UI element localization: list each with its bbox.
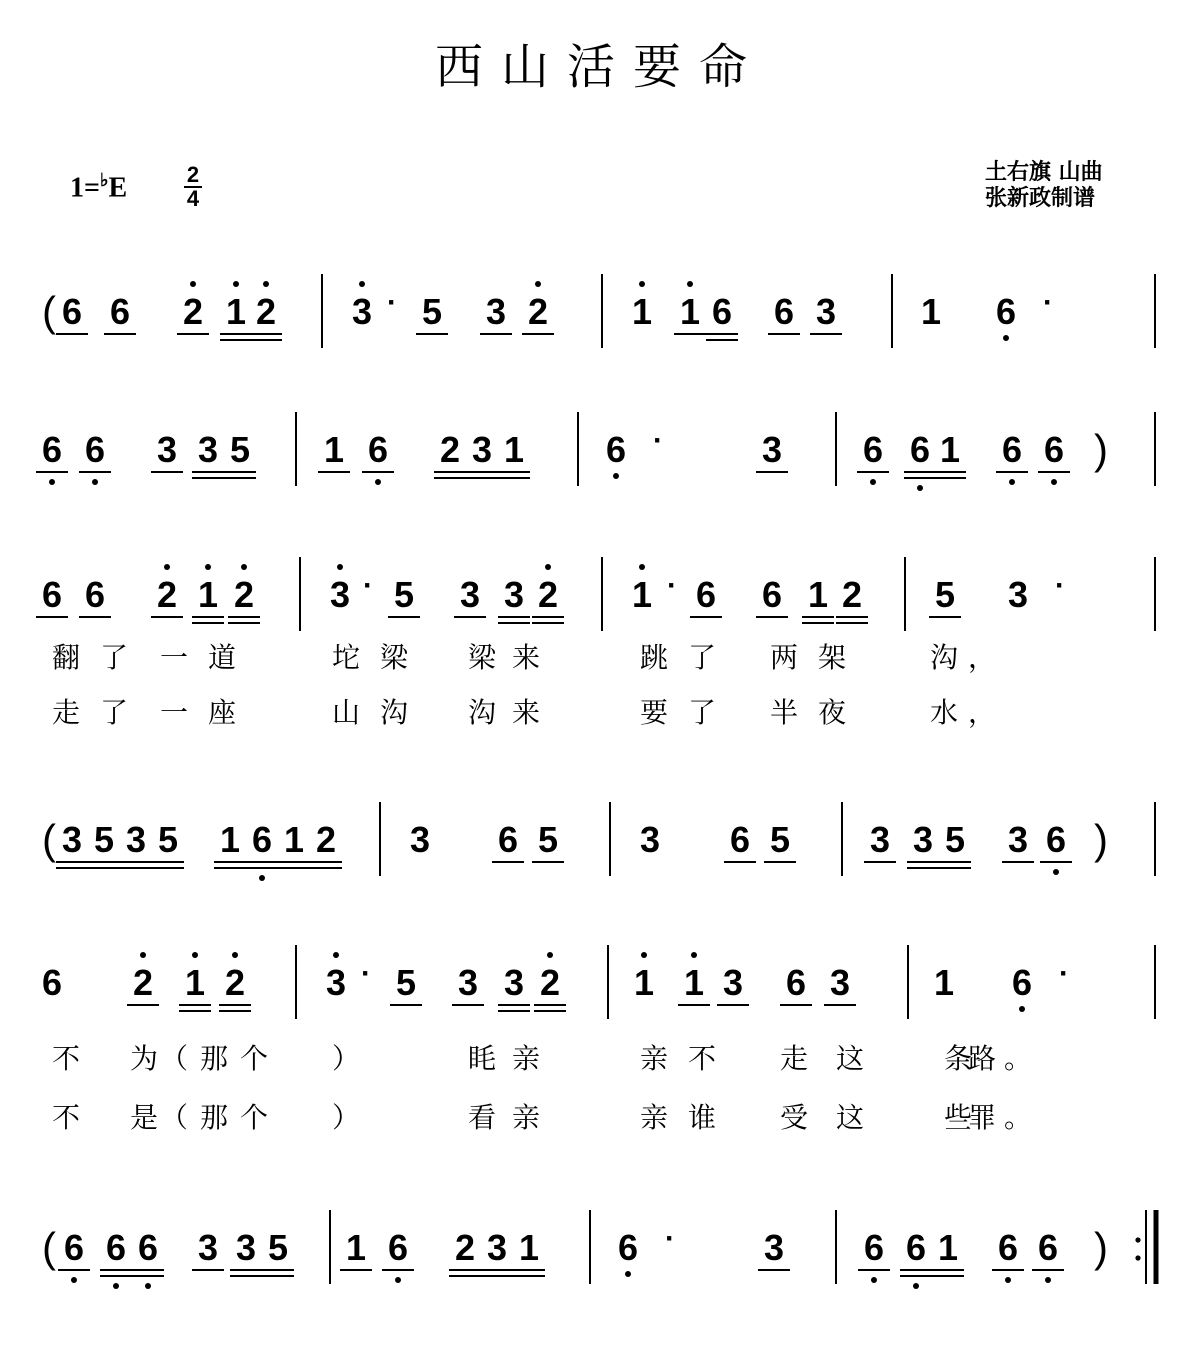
- note: 3: [409, 819, 431, 860]
- note: 6: [863, 1227, 885, 1268]
- open-paren: (: [42, 288, 56, 335]
- lyric-char: 走: [52, 696, 81, 729]
- note: 3: [459, 574, 481, 615]
- octave-up-dot: [337, 564, 343, 570]
- octave-down-dot: [1003, 335, 1009, 341]
- lyric-char: 沟: [930, 641, 959, 674]
- lyric-char: ）: [332, 1101, 361, 1134]
- lyric-char: 一: [160, 641, 189, 674]
- note: 6: [1001, 429, 1023, 470]
- note: 2: [537, 574, 559, 615]
- dot-extension: ·: [363, 569, 373, 602]
- note: 1: [345, 1227, 367, 1268]
- note: 3: [325, 962, 347, 1003]
- lyric-char: 走: [780, 1042, 809, 1075]
- note: 5: [393, 574, 415, 615]
- note: 5: [229, 429, 251, 470]
- note: 3: [912, 819, 934, 860]
- note: 6: [605, 429, 627, 470]
- lyric-char: 一: [160, 696, 189, 729]
- lyric-char: 两: [770, 641, 799, 674]
- note: 6: [997, 1227, 1019, 1268]
- note: 1: [184, 962, 206, 1003]
- octave-down-dot: [113, 1283, 119, 1289]
- note: 6: [1043, 429, 1065, 470]
- octave-up-dot: [241, 564, 247, 570]
- note: 6: [729, 819, 751, 860]
- note: 3: [329, 574, 351, 615]
- octave-down-dot: [49, 479, 55, 485]
- note: 1: [807, 574, 829, 615]
- dot-extension: ·: [1043, 286, 1053, 319]
- time-top: 2: [186, 162, 200, 187]
- note: 3: [235, 1227, 257, 1268]
- note: 3: [815, 291, 837, 332]
- note: 1: [323, 429, 345, 470]
- octave-down-dot: [870, 479, 876, 485]
- note: 1: [518, 1227, 540, 1268]
- note: 3: [485, 291, 507, 332]
- octave-down-dot: [625, 1271, 631, 1277]
- note: 3: [471, 429, 493, 470]
- note: 6: [1045, 819, 1067, 860]
- lyric-char: 路: [968, 1042, 997, 1075]
- lyric-char: 沟: [380, 696, 409, 729]
- flat-sign: ♭: [99, 170, 109, 190]
- note: 5: [267, 1227, 289, 1268]
- note: 2: [255, 291, 277, 332]
- lyric-char: 个: [240, 1042, 269, 1075]
- note: 2: [156, 574, 178, 615]
- octave-down-dot: [71, 1277, 77, 1283]
- lyric-char: ，: [968, 641, 997, 674]
- octave-up-dot: [190, 281, 196, 287]
- song-title: 西山活要命: [434, 39, 765, 95]
- note: 5: [934, 574, 956, 615]
- lyric-char: 梁: [380, 641, 409, 674]
- note: 5: [769, 819, 791, 860]
- octave-up-dot: [535, 281, 541, 287]
- note: 6: [995, 291, 1017, 332]
- note: 2: [224, 962, 246, 1003]
- note: 3: [197, 1227, 219, 1268]
- lyric-char: 道: [208, 641, 237, 674]
- note: 1: [933, 962, 955, 1003]
- note: 6: [862, 429, 884, 470]
- note: 1: [631, 291, 653, 332]
- lyric-char: 跳: [640, 641, 669, 674]
- lyric-char: 坨: [332, 641, 361, 674]
- note: 3: [156, 429, 178, 470]
- lyric-char: 罪: [968, 1101, 997, 1134]
- note: 5: [421, 291, 443, 332]
- lyric-char: 水: [930, 696, 959, 729]
- lyric-char: 要: [640, 696, 669, 729]
- open-paren: (: [42, 1224, 56, 1271]
- lyric-char: 些: [944, 1101, 973, 1134]
- note: 5: [395, 962, 417, 1003]
- key-note: E: [108, 172, 128, 204]
- octave-down-dot: [1005, 1277, 1011, 1283]
- octave-up-dot: [164, 564, 170, 570]
- note: 6: [905, 1227, 927, 1268]
- key-prefix: 1=: [70, 172, 100, 204]
- octave-up-dot: [333, 952, 339, 958]
- octave-down-dot: [1009, 479, 1015, 485]
- octave-down-dot: [92, 479, 98, 485]
- lyric-char: 谁: [688, 1101, 717, 1134]
- lyric-char: 了: [100, 641, 129, 674]
- note: 3: [1007, 574, 1029, 615]
- octave-up-dot: [639, 564, 645, 570]
- octave-up-dot: [641, 952, 647, 958]
- lyric-char: 架: [818, 641, 847, 674]
- lyric-char: 沟: [468, 696, 497, 729]
- lyric-char: 了: [688, 696, 717, 729]
- lyric-char: 亲: [640, 1101, 669, 1134]
- lyric-char: （: [160, 1101, 189, 1134]
- lyric-char: 来: [512, 696, 541, 729]
- note: 1: [937, 1227, 959, 1268]
- note: 3: [639, 819, 661, 860]
- lyric-char: 不: [52, 1042, 81, 1075]
- lyric-char: 看: [468, 1101, 497, 1134]
- octave-down-dot: [1051, 479, 1057, 485]
- note: 1: [920, 291, 942, 332]
- note: 3: [722, 962, 744, 1003]
- lyric-char: 。: [1004, 1101, 1033, 1134]
- note: 5: [944, 819, 966, 860]
- lyric-char: 来: [512, 641, 541, 674]
- lyric-char: ）: [332, 1042, 361, 1075]
- note: 3: [763, 1227, 785, 1268]
- note: 6: [909, 429, 931, 470]
- lyric-char: 山: [332, 696, 361, 729]
- octave-up-dot: [691, 952, 697, 958]
- lyric-char: （: [160, 1042, 189, 1075]
- time-bottom: 4: [186, 186, 200, 211]
- note: 6: [41, 429, 63, 470]
- note: 5: [157, 819, 179, 860]
- note: 3: [829, 962, 851, 1003]
- note: 6: [41, 574, 63, 615]
- octave-up-dot: [545, 564, 551, 570]
- octave-up-dot: [263, 281, 269, 287]
- note: 6: [109, 291, 131, 332]
- lyric-char: 。: [1004, 1042, 1033, 1075]
- note: 1: [503, 429, 525, 470]
- note: 6: [63, 1227, 85, 1268]
- open-paren: (: [42, 816, 56, 863]
- note: 6: [1037, 1227, 1059, 1268]
- note: 3: [503, 574, 525, 615]
- octave-down-dot: [913, 1283, 919, 1289]
- lyric-char: 翻: [52, 641, 81, 674]
- lyric-char: 不: [688, 1042, 717, 1075]
- close-paren: ): [1094, 1224, 1108, 1271]
- lyric-char: 条: [944, 1042, 973, 1075]
- lyric-char: 半: [770, 696, 799, 729]
- octave-down-dot: [1019, 1006, 1025, 1012]
- note: 2: [454, 1227, 476, 1268]
- lyric-char: 不: [52, 1101, 81, 1134]
- octave-down-dot: [395, 1277, 401, 1283]
- octave-up-dot: [547, 952, 553, 958]
- octave-down-dot: [871, 1277, 877, 1283]
- close-paren: ): [1094, 816, 1108, 863]
- dot-extension: ·: [1059, 957, 1069, 990]
- note: 3: [197, 429, 219, 470]
- octave-up-dot: [205, 564, 211, 570]
- note: 3: [457, 962, 479, 1003]
- note: 6: [1011, 962, 1033, 1003]
- lyric-char: 为: [130, 1042, 159, 1075]
- octave-down-dot: [917, 485, 923, 491]
- note: 6: [617, 1227, 639, 1268]
- note: 2: [132, 962, 154, 1003]
- lyric-char: 了: [100, 696, 129, 729]
- octave-up-dot: [359, 281, 365, 287]
- octave-down-dot: [375, 479, 381, 485]
- note: 1: [939, 429, 961, 470]
- repeat-dot: [1135, 1255, 1140, 1260]
- note: 2: [527, 291, 549, 332]
- dot-extension: ·: [653, 424, 663, 457]
- note: 6: [41, 962, 63, 1003]
- note: 6: [387, 1227, 409, 1268]
- octave-down-dot: [145, 1283, 151, 1289]
- lyric-char: 了: [688, 641, 717, 674]
- credit-arranger: 张新政制谱: [985, 186, 1096, 211]
- dot-extension: ·: [665, 1222, 675, 1255]
- note: 2: [439, 429, 461, 470]
- note: 3: [61, 819, 83, 860]
- close-paren: ): [1094, 426, 1108, 473]
- octave-down-dot: [259, 875, 265, 881]
- note: 3: [351, 291, 373, 332]
- note: 1: [197, 574, 219, 615]
- octave-down-dot: [1045, 1277, 1051, 1283]
- lyric-char: 座: [208, 696, 237, 729]
- dot-extension: ·: [1055, 569, 1065, 602]
- note: 6: [773, 291, 795, 332]
- note: 2: [182, 291, 204, 332]
- lyric-char: 受: [780, 1101, 809, 1134]
- note: 6: [761, 574, 783, 615]
- octave-up-dot: [140, 952, 146, 958]
- note: 1: [633, 962, 655, 1003]
- octave-up-dot: [687, 281, 693, 287]
- note: 3: [125, 819, 147, 860]
- dot-extension: ·: [667, 569, 677, 602]
- note: 6: [251, 819, 273, 860]
- octave-up-dot: [639, 281, 645, 287]
- note: 1: [631, 574, 653, 615]
- lyric-char: 是: [130, 1101, 159, 1134]
- note: 5: [93, 819, 115, 860]
- note: 2: [539, 962, 561, 1003]
- lyric-char: 眊: [468, 1042, 497, 1075]
- credit-origin: 土右旗 山曲: [985, 160, 1103, 185]
- note: 1: [683, 962, 705, 1003]
- octave-up-dot: [192, 952, 198, 958]
- note: 3: [503, 962, 525, 1003]
- note: 6: [695, 574, 717, 615]
- octave-down-dot: [1053, 869, 1059, 875]
- octave-up-dot: [232, 952, 238, 958]
- lyric-char: ，: [968, 696, 997, 729]
- lyric-char: 那: [200, 1042, 229, 1075]
- lyric-char: 亲: [512, 1042, 541, 1075]
- octave-down-dot: [613, 473, 619, 479]
- note: 2: [315, 819, 337, 860]
- dot-extension: ·: [387, 286, 397, 319]
- note: 3: [869, 819, 891, 860]
- note: 3: [761, 429, 783, 470]
- note: 6: [497, 819, 519, 860]
- note: 1: [219, 819, 241, 860]
- lyric-char: 个: [240, 1101, 269, 1134]
- dot-extension: ·: [361, 957, 371, 990]
- note: 6: [105, 1227, 127, 1268]
- repeat-dot: [1135, 1237, 1140, 1242]
- note: 6: [84, 574, 106, 615]
- note: 6: [711, 291, 733, 332]
- lyric-char: 这: [836, 1042, 865, 1075]
- octave-up-dot: [233, 281, 239, 287]
- note: 6: [367, 429, 389, 470]
- note: 6: [61, 291, 83, 332]
- note: 6: [84, 429, 106, 470]
- lyric-char: 亲: [512, 1101, 541, 1134]
- note: 3: [1007, 819, 1029, 860]
- note: 2: [233, 574, 255, 615]
- note: 6: [785, 962, 807, 1003]
- lyric-char: 夜: [818, 696, 847, 729]
- note: 2: [841, 574, 863, 615]
- lyric-char: 梁: [468, 641, 497, 674]
- note: 6: [137, 1227, 159, 1268]
- note: 3: [486, 1227, 508, 1268]
- lyric-char: 那: [200, 1101, 229, 1134]
- note: 1: [283, 819, 305, 860]
- lyric-char: 这: [836, 1101, 865, 1134]
- note: 1: [225, 291, 247, 332]
- lyric-char: 亲: [640, 1042, 669, 1075]
- note: 5: [537, 819, 559, 860]
- note: 1: [679, 291, 701, 332]
